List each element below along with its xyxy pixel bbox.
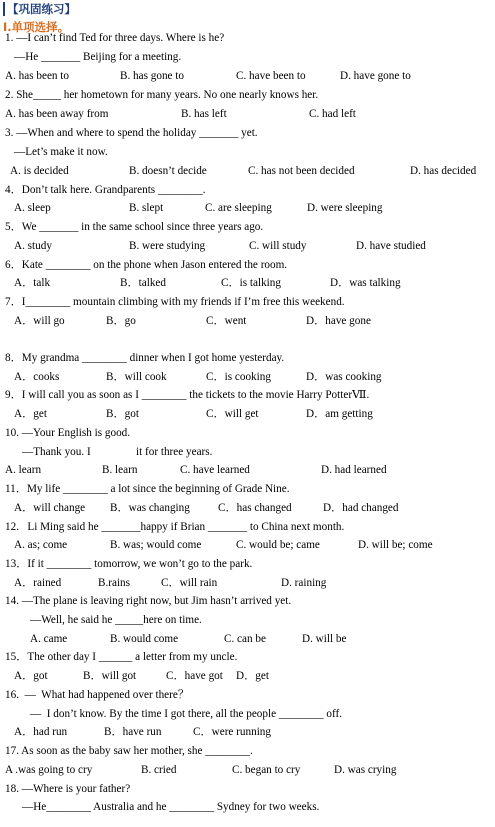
line-text: 11．My life ________ a lot since the beginning of Grade Nine. [5, 483, 290, 495]
line-text: A．cooks [14, 371, 60, 383]
line-text: B．go [106, 315, 136, 327]
line-text: D. was crying [334, 764, 397, 776]
line-text: C．will rain [161, 577, 218, 589]
line-text: D. has decided [410, 165, 477, 177]
line-text: A. study [14, 240, 52, 252]
line-text: B. was; would come [110, 539, 202, 551]
line-text: C．is cooking [206, 371, 271, 383]
line-text: C. are sleeping [205, 202, 272, 214]
line-text: it for three years. [136, 446, 213, 458]
line-text: —He________ Australia and he ________ Sydney for two weeks. [22, 801, 320, 813]
line-text: D．had changed [323, 502, 399, 514]
line-text: D．get [236, 670, 269, 682]
line-text: —Let’s make it now. [14, 146, 108, 158]
line-text: C. can be [224, 633, 266, 645]
line-text: A. sleep [14, 202, 51, 214]
section-heading: I.单项选择。 [3, 20, 70, 34]
line-text: B．will got [83, 670, 137, 682]
line-text: B. has gone to [120, 70, 185, 82]
line-text: —Thank you. I [22, 446, 91, 458]
line-text: A. has been away from [5, 108, 109, 120]
line-text: B. doesn’t decide [129, 165, 207, 177]
line-text: A．will change [14, 502, 86, 514]
line-text: 12. Li Ming said he _______happy if Brian _______ to China next month. [5, 521, 345, 533]
line-text: A. came [30, 633, 68, 645]
line-text: 18. —Where is your father? [5, 783, 131, 795]
line-text: 14. —The plane is leaving right now, but Jim hasn’t arrived yet. [5, 595, 292, 607]
line-text: A. has been to [5, 70, 70, 82]
line-text: C. have been to [236, 70, 306, 82]
line-text: 4．Don’t talk here. Grandparents ________. [5, 184, 206, 196]
line-text: 16. — What had happened over there？ [5, 689, 190, 701]
line-text: C．were running [193, 726, 271, 738]
line-text: B. learn [102, 464, 138, 476]
line-text: A. learn [5, 464, 42, 476]
line-text: 6．Kate ________ on the phone when Jason entered the room. [5, 259, 288, 271]
line-text: B．got [106, 408, 139, 420]
line-text: C. had left [309, 108, 356, 120]
line-text: D. will be [302, 633, 347, 645]
line-text: 1. —I can’t find Ted for three days. Where is he? [5, 32, 225, 44]
line-text: A．will go [14, 315, 65, 327]
line-text: C．will get [206, 408, 259, 420]
line-text: A．had run [14, 726, 68, 738]
line-text: B．have run [104, 726, 162, 738]
line-text: C. would be; came [236, 539, 320, 551]
line-text: 10. —Your English is good. [5, 427, 131, 439]
line-text: D. will be; come [358, 539, 433, 551]
line-text: A. is decided [10, 165, 69, 177]
line-text: A .was going to cry [5, 764, 93, 776]
line-text: —Well, he said he _____here on time. [30, 614, 202, 626]
line-text: D. have gone to [340, 70, 411, 82]
line-text: A．talk [14, 277, 51, 289]
line-text: B．will cook [106, 371, 167, 383]
worksheet-title: 【巩固练习】 [3, 2, 76, 16]
line-text: D．am getting [306, 408, 373, 420]
line-text: B. slept [129, 202, 164, 214]
line-text: C. will study [249, 240, 307, 252]
line-text: A．got [14, 670, 48, 682]
line-text: B．was changing [110, 502, 190, 514]
line-text: 8．My grandma ________ dinner when I got home yesterday. [5, 352, 285, 364]
line-text: A．get [14, 408, 47, 420]
line-text: 7．I________ mountain climbing with my friends if I’m free this weekend. [5, 296, 345, 308]
line-text: C．is talking [221, 277, 281, 289]
line-text: B. has left [181, 108, 227, 120]
line-text: C. have learned [180, 464, 250, 476]
line-text: C．has changed [218, 502, 292, 514]
line-text: 15．The other day I ______ a letter from my uncle. [5, 651, 238, 663]
line-text: — I don’t know. By the time I got there, all the people ________ off. [30, 708, 343, 720]
line-text: D．have gone [306, 315, 371, 327]
line-text: —He _______ Beijing for a meeting. [14, 51, 182, 63]
line-text: B．talked [120, 277, 166, 289]
line-text: 2. She_____ her hometown for many years. No one nearly knows her. [5, 89, 319, 101]
line-text: 5．We _______ in the same school since three years ago. [5, 221, 264, 233]
line-text: D. raining [281, 577, 327, 589]
line-text: B. would come [110, 633, 179, 645]
line-text: C. began to cry [232, 764, 301, 776]
line-text: B. cried [141, 764, 177, 776]
line-text: B. were studying [129, 240, 206, 252]
line-text: A. as; come [14, 539, 68, 551]
line-text: C．went [206, 315, 247, 327]
line-text: C．have got [166, 670, 223, 682]
line-text: D. were sleeping [307, 202, 383, 214]
line-text: A．rained [14, 577, 62, 589]
line-text: B.rains [98, 577, 131, 589]
line-text: D．was talking [330, 277, 401, 289]
line-text: D．was cooking [306, 371, 382, 383]
line-text: D. had learned [321, 464, 387, 476]
line-text: C. has not been decided [248, 165, 355, 177]
line-text: 13．If it ________ tomorrow, we won’t go to the park. [5, 558, 253, 570]
line-text: 9．I will call you as soon as I ________ the tickets to the movie Harry PotterⅦ. [5, 389, 370, 401]
line-text: 17. As soon as the baby saw her mother, she ________. [5, 745, 253, 757]
line-text: D. have studied [356, 240, 426, 252]
line-text: 3. —When and where to spend the holiday _______ yet. [5, 127, 258, 139]
